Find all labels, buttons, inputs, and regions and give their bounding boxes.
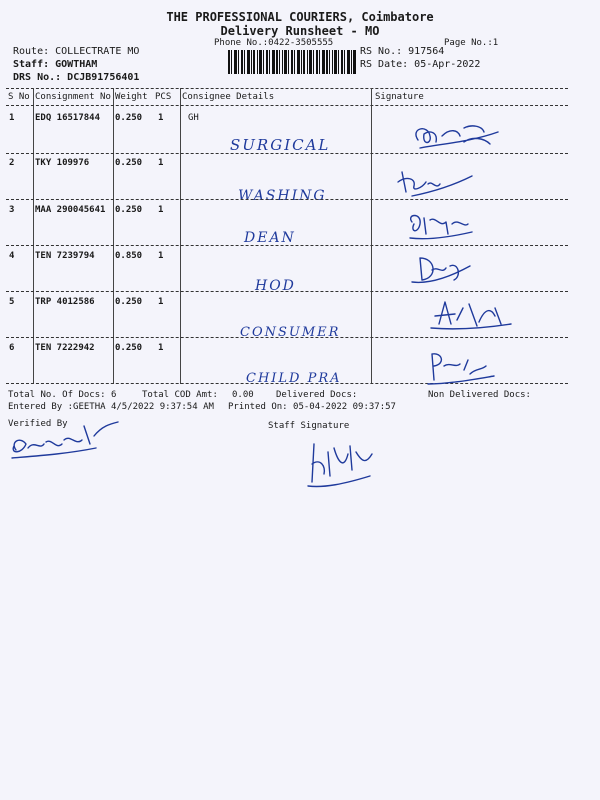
table-top-border: [6, 88, 568, 89]
row-separator: [6, 199, 568, 200]
verifier-signature: [6, 414, 136, 464]
total-cod-label: Total COD Amt:: [142, 390, 218, 400]
handwritten-consignee: HOD: [255, 278, 296, 294]
row-sno: 3: [9, 205, 15, 215]
page-number: Page No.:1: [444, 38, 499, 48]
barcode-graphic: [228, 50, 356, 74]
column-divider: [371, 88, 372, 384]
header-consignment-no: Consignment No: [35, 92, 111, 102]
entered-by: Entered By :GEETHA 4/5/2022 9:37:54 AM: [8, 402, 214, 412]
handwritten-consignee: CHILD PRA: [246, 371, 342, 386]
row-sno: 2: [9, 158, 15, 168]
row-pcs: 1: [158, 113, 164, 123]
row-weight: 0.250: [115, 158, 143, 168]
row-weight: 0.250: [115, 343, 143, 353]
company-name: THE PROFESSIONAL COURIERS, Coimbatore: [166, 10, 434, 24]
row-consignment: TEN 7239794: [35, 251, 95, 261]
row-details: GH: [188, 113, 199, 123]
header-separator: [6, 105, 568, 106]
row-weight: 0.250: [115, 113, 143, 123]
row-pcs: 1: [158, 205, 164, 215]
row-pcs: 1: [158, 158, 164, 168]
staff-signature-label: Staff Signature: [268, 421, 350, 431]
row-separator: [6, 291, 568, 292]
recipient-signature-3: [402, 208, 482, 242]
delivered-docs: Delivered Docs:: [276, 390, 358, 400]
printed-on: Printed On: 05-04-2022 09:37:57: [228, 402, 396, 412]
row-weight: 0.250: [115, 297, 143, 307]
drs-number: DRS No.: DCJB91756401: [13, 72, 140, 83]
rs-date: RS Date: 05-Apr-2022: [360, 59, 481, 70]
recipient-signature-1: [400, 118, 500, 154]
row-sno: 4: [9, 251, 15, 261]
recipient-signature-5: [425, 294, 515, 334]
phone-number: Phone No.:0422-3505555: [214, 38, 334, 48]
row-consignment: TEN 7222942: [35, 343, 95, 353]
row-sno: 6: [9, 343, 15, 353]
row-consignment: TRP 4012586: [35, 297, 95, 307]
row-sno: 1: [9, 113, 15, 123]
row-consignment: EDQ 16517844: [35, 113, 101, 123]
header-pcs: PCS: [155, 92, 172, 102]
recipient-signature-6: [420, 350, 500, 386]
column-divider: [33, 88, 34, 384]
row-separator: [6, 245, 568, 246]
column-divider: [180, 88, 181, 384]
non-delivered-docs: Non Delivered Docs:: [428, 390, 531, 400]
staff-label: Staff: GOWTHAM: [13, 59, 98, 70]
row-consignment: TKY 109976: [35, 158, 90, 168]
handwritten-consignee: WASHING: [238, 188, 327, 204]
header-consignee-details: Consignee Details: [182, 92, 275, 102]
row-weight: 0.850: [115, 251, 143, 261]
header-weight: Weight: [115, 92, 148, 102]
row-pcs: 1: [158, 297, 164, 307]
header-signature: Signature: [375, 92, 424, 102]
row-consignment: MAA 290045641: [35, 205, 106, 215]
row-separator: [6, 337, 568, 338]
handwritten-consignee: CONSUMER: [240, 325, 341, 340]
total-cod-value: 0.00: [232, 390, 254, 400]
rs-number: RS No.: 917564: [360, 46, 445, 57]
column-divider: [113, 88, 114, 384]
handwritten-consignee: DEAN: [244, 230, 296, 246]
row-sno: 5: [9, 297, 15, 307]
row-weight: 0.250: [115, 205, 143, 215]
route-label: Route: COLLECTRATE MO: [13, 46, 140, 57]
barcode: [228, 50, 356, 74]
document-title: Delivery Runsheet - MO: [220, 24, 380, 38]
row-pcs: 1: [158, 251, 164, 261]
recipient-signature-2: [392, 166, 482, 198]
handwritten-consignee: SURGICAL: [230, 136, 331, 154]
total-docs: Total No. Of Docs: 6: [8, 390, 117, 400]
recipient-signature-4: [408, 252, 478, 286]
verified-by-label: Verified By: [8, 419, 68, 429]
header-sno: S No: [8, 92, 30, 102]
row-pcs: 1: [158, 343, 164, 353]
staff-signature: [300, 434, 380, 494]
